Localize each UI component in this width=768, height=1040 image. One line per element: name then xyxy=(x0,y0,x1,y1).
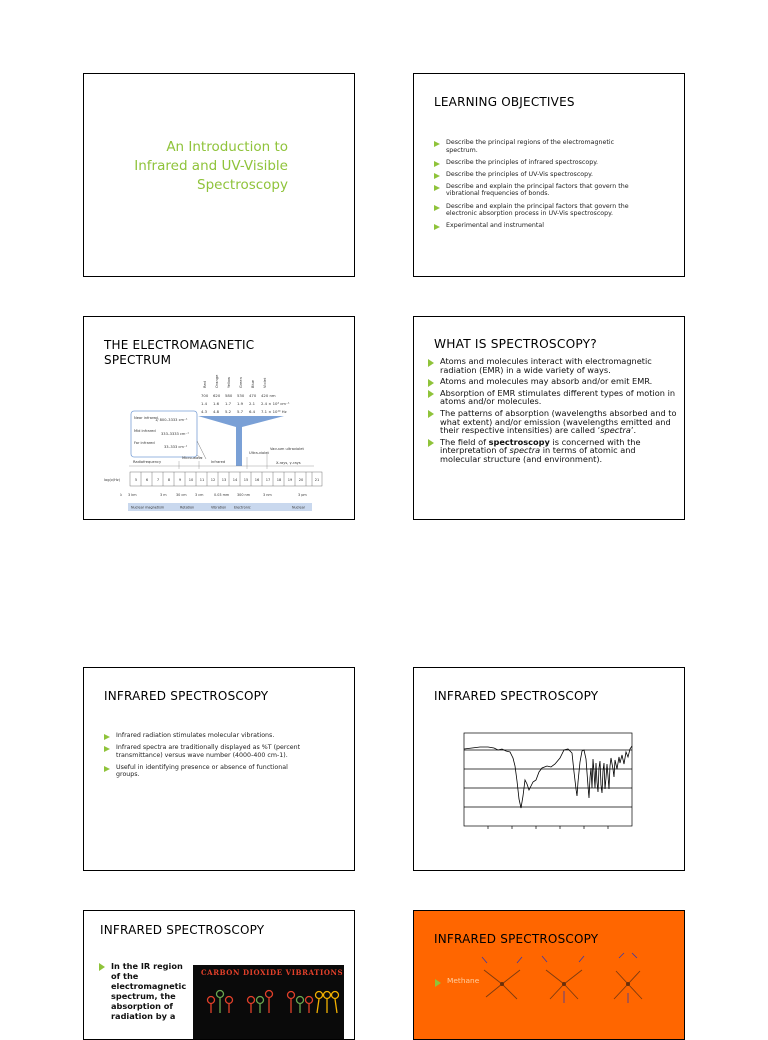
wavenumber-value: 1.6 xyxy=(213,401,220,406)
wavelength-tick: 3 cm xyxy=(195,493,204,497)
list-item: Describe the principal regions of the electromagnetic spectrum. xyxy=(434,139,639,154)
slide-learning-objectives xyxy=(413,73,685,277)
list-item: Useful in identifying presence or absence of functional groups. xyxy=(104,764,304,779)
ir-subregion-name: Near infrared xyxy=(134,416,158,420)
band-label: Micro-wave xyxy=(182,456,203,460)
wavelength-tick: 300 nm xyxy=(237,493,251,497)
process-label: Rotation xyxy=(180,505,195,510)
co2-vibrations-image xyxy=(193,965,344,1040)
spectroscopy-list xyxy=(428,357,678,467)
list-item: The patterns of absorption (wavelengths absorbed and to what extent) and/or emission (wavelengths emitted and their respective intensities) are called ‘spectra’. xyxy=(428,409,678,435)
list-item: Atoms and molecules may absorb and/or emit EMR. xyxy=(428,377,678,386)
slide-title xyxy=(83,73,355,277)
list-item: Absorption of EMR stimulates different types of motion in atoms and/or molecules. xyxy=(428,389,678,406)
wavelength-value: 420 nm xyxy=(261,393,276,398)
process-label: Electronic xyxy=(234,505,251,510)
scale-tick: 15 xyxy=(243,478,249,482)
slide-heading: INFRARED SPECTROSCOPY xyxy=(434,932,599,946)
slide-what-is-spectroscopy xyxy=(413,316,685,520)
slide-em-spectrum xyxy=(83,316,355,520)
co2-molecules-illustration xyxy=(193,965,344,1040)
scale-tick: 11 xyxy=(199,478,205,482)
presentation-title: An Introduction to Infrared and UV-Visible Spectroscopy xyxy=(134,139,288,193)
band-label: Radiofrequency xyxy=(133,460,162,464)
wavelength-tick: 0.03 mm xyxy=(214,493,230,497)
list-item: The field of spectroscopy is concerned with the interpretation of spectra in terms of atomic and molecular structure (and environment). xyxy=(428,438,678,464)
ir-subregion-name: Far infrared xyxy=(134,441,155,445)
scale-tick: 18 xyxy=(276,478,282,482)
em-spectrum-diagram xyxy=(84,317,355,520)
wavenumber-value: 1.4 xyxy=(201,401,208,406)
wavelength-value: 620 xyxy=(213,393,221,398)
color-label: Red xyxy=(203,381,207,388)
scale-tick: 17 xyxy=(265,478,271,482)
ir-subregion-range: 1/ 800–3333 cm⁻¹ xyxy=(155,418,188,422)
list-item: In the IR region of the electromagnetic spectrum, the absorption of radiation by a xyxy=(99,961,191,1021)
list-item: Describe and explain the principal factors that govern the vibrational frequencies of bonds. xyxy=(434,183,639,198)
scale-tick: 21 xyxy=(314,478,320,482)
process-label: Vibration xyxy=(211,505,227,510)
ir-subregion-range: 33–333 cm⁻¹ xyxy=(164,445,188,449)
slide-heading: INFRARED SPECTROSCOPY xyxy=(100,923,265,937)
wavenumber-value: 1.7 xyxy=(225,401,232,406)
color-label: Violet xyxy=(263,377,267,388)
scale-tick: 16 xyxy=(254,478,260,482)
scale-tick: 7 xyxy=(156,478,160,482)
color-label: Orange xyxy=(215,374,219,388)
list-item: Describe and explain the principal factors that govern the electronic absorption process in UV-Vis spectroscopy. xyxy=(434,203,639,218)
methane-vibrations-illustration xyxy=(414,911,685,1040)
log-scale-label: log(ν/Hz) xyxy=(104,478,121,482)
slide-heading: LEARNING OBJECTIVES xyxy=(434,95,575,109)
frequency-value: 5.2 xyxy=(225,409,232,414)
frequency-value: 4.3 xyxy=(201,409,208,414)
slide-heading: THE ELECTROMAGNETIC SPECTRUM xyxy=(104,338,255,367)
ir-subregion-range: 333–3333 cm⁻¹ xyxy=(161,432,189,436)
wavelength-value: 700 xyxy=(201,393,209,398)
visible-funnel xyxy=(198,416,284,466)
slide-infrared-text xyxy=(83,667,355,871)
slide-infrared-methane xyxy=(413,910,685,1040)
scale-tick: 14 xyxy=(232,478,238,482)
slide-heading: WHAT IS SPECTROSCOPY? xyxy=(434,337,597,351)
list-item: Methane xyxy=(435,977,495,986)
wavelength-tick: 3 pm xyxy=(298,493,307,497)
scale-tick: 8 xyxy=(167,478,171,482)
list-item: Atoms and molecules interact with electromagnetic radiation (EMR) in a wide variety of ways. xyxy=(428,357,678,374)
slide-infrared-co2 xyxy=(83,910,355,1040)
scale-tick: 13 xyxy=(221,478,227,482)
ir-subregion-name: Mid infrared xyxy=(134,429,156,433)
scale-tick: 19 xyxy=(287,478,293,482)
frequency-value: 7.1 × 10¹⁴ Hz xyxy=(261,409,287,414)
list-item: Infrared spectra are traditionally displayed as %T (percent transmittance) versus wave number (4000-400 cm-1). xyxy=(104,744,304,759)
wavenumber-value: 2.1 xyxy=(249,401,256,406)
scale-tick: 6 xyxy=(145,478,149,482)
list-item: Infrared radiation stimulates molecular vibrations. xyxy=(104,732,304,740)
ir-spectrum-plot xyxy=(414,668,685,871)
band-label: Ultra-violet xyxy=(249,451,269,455)
log-scale xyxy=(130,472,322,486)
wavelength-value: 530 xyxy=(237,393,245,398)
band-label: Vacuum ultraviolet xyxy=(270,447,304,451)
list-item: Describe the principles of infrared spectroscopy. xyxy=(434,159,639,167)
band-label: X-rays, γ-rays xyxy=(276,461,301,465)
slide-heading: INFRARED SPECTROSCOPY xyxy=(434,689,599,703)
image-title: CARBON DIOXIDE VIBRATIONS xyxy=(201,968,344,977)
infrared-list xyxy=(104,732,304,783)
frequency-value: 6.4 xyxy=(249,409,256,414)
scale-tick: 10 xyxy=(188,478,194,482)
wavelength-tick: 3 m xyxy=(160,493,167,497)
scale-tick: 12 xyxy=(210,478,216,482)
wavenumber-value: 1.9 xyxy=(237,401,244,406)
color-label: Blue xyxy=(251,380,255,388)
scale-tick: 20 xyxy=(298,478,304,482)
co2-list xyxy=(99,961,191,1024)
scale-tick: 5 xyxy=(134,478,138,482)
color-label: Yellow xyxy=(227,376,231,388)
spectrum-trace xyxy=(464,746,632,808)
list-item: Experimental and instrumental xyxy=(434,222,639,230)
color-label: Green xyxy=(239,377,243,388)
wavelength-value: 470 xyxy=(249,393,257,398)
wavelength-tick: 30 cm xyxy=(176,493,187,497)
objectives-list xyxy=(434,139,639,234)
slide-heading: INFRARED SPECTROSCOPY xyxy=(104,689,269,703)
wavelength-tick: 3 nm xyxy=(263,493,272,497)
process-label: Nuclear xyxy=(292,505,306,510)
frequency-value: 4.8 xyxy=(213,409,220,414)
wavenumber-value: 2.4 × 10⁴ cm⁻¹ xyxy=(261,401,290,406)
frequency-value: 5.7 xyxy=(237,409,244,414)
list-item: Describe the principles of UV-Vis spectroscopy. xyxy=(434,171,639,179)
lambda-symbol: λ xyxy=(120,493,123,497)
scale-tick: 9 xyxy=(178,478,182,482)
wavelength-tick: 3 km xyxy=(128,493,137,497)
band-label: Infrared xyxy=(211,460,226,464)
process-label: Nuclear magnetism xyxy=(131,505,165,510)
slide-infrared-spectrum xyxy=(413,667,685,871)
wavelength-value: 580 xyxy=(225,393,233,398)
